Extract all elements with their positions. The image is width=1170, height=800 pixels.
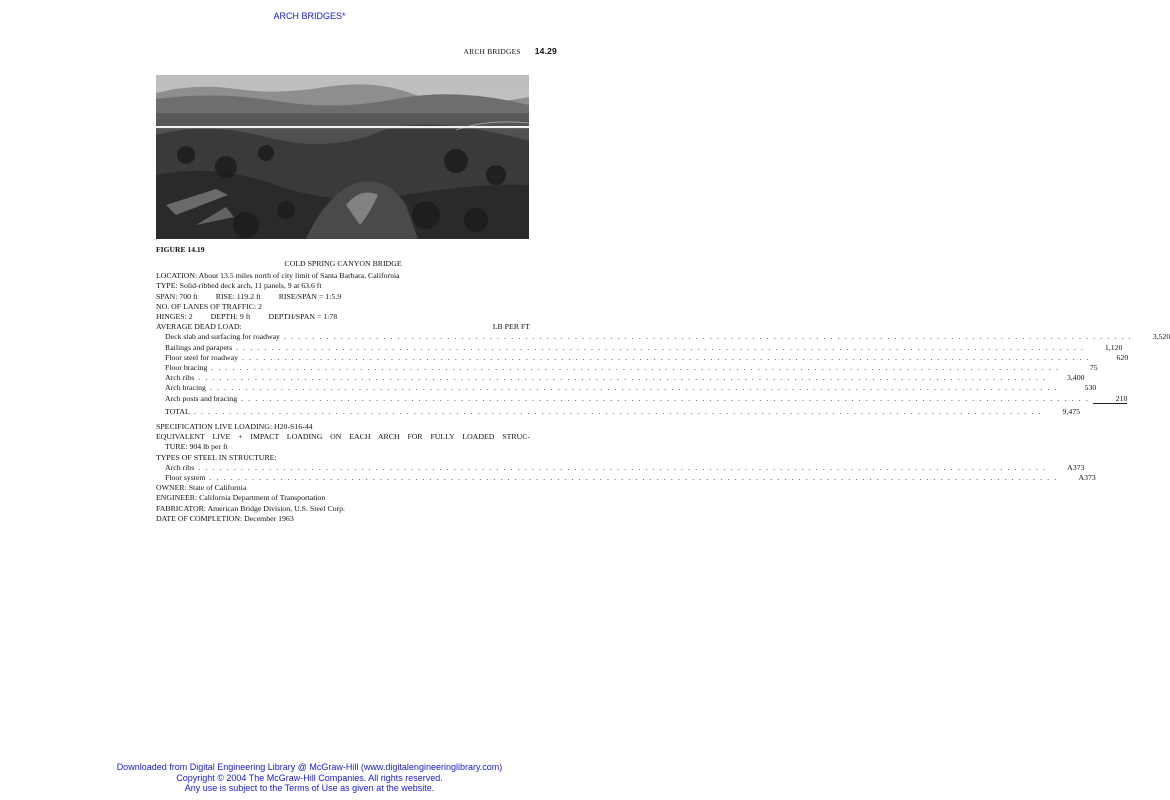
bridge-photo <box>156 75 529 239</box>
span-line <box>156 292 530 302</box>
leader-dots: . . . . . . . . . . . . . . . . . . . . . . . . . . . . . . . . . . . . . . . . . . . . . . . . . . . . . . . . . . . . . . . . . . . . . . . . . . . . . . . . . . . . . . . . . . . . . . . . . . . . . . . . . . . . . . . . . . . . . . . . <box>236 342 1085 352</box>
figure-label: FIGURE 14.19 <box>156 245 205 254</box>
depth-value: DEPTH: 9 ft <box>210 312 251 322</box>
running-head <box>464 46 557 56</box>
footer-terms[interactable]: Any use is subject to the Terms of Use as given at the website. <box>184 783 435 793</box>
row-value: 620 <box>1116 352 1129 362</box>
owner-line: OWNER: State of California <box>156 483 247 493</box>
depth-span-ratio: DEPTH/SPAN = 1:78 <box>268 312 338 322</box>
row-value: 1,120 <box>1104 342 1123 352</box>
spec-live-loading: SPECIFICATION LIVE LOADING: H20-S16-44 <box>156 422 313 432</box>
row-label: Arch ribs <box>165 373 195 383</box>
row-label: Arch bracing <box>165 383 206 393</box>
dead-load-heading: AVERAGE DEAD LOAD: <box>156 322 242 332</box>
row-label: Arch ribs <box>165 462 195 472</box>
row-value: A373 <box>1078 473 1096 483</box>
bridge-name: COLD SPRING CANYON BRIDGE <box>284 259 402 268</box>
fabricator-line: FABRICATOR: American Bridge Division, U.S. Steel Corp. <box>156 503 346 513</box>
running-head-title: ARCH BRIDGES <box>463 47 521 56</box>
leader-dots: . . . . . . . . . . . . . . . . . . . . . . . . . . . . . . . . . . . . . . . . . . . . . . . . . . . . . . . . . . . . . . . . . . . . . . . . . . . . . . . . . . . . . . . . . . . . . . . . . . . . . . . . . . . . . . . . . . . . . . . . <box>193 406 1043 416</box>
completion-line: DATE OF COMPLETION: December 1963 <box>156 513 294 523</box>
row-label: Floor bracing <box>165 363 208 373</box>
lanes-line: NO. OF LANES OF TRAFFIC: 2 <box>156 301 263 311</box>
engineer-line: ENGINEER: California Department of Transportation <box>156 493 326 503</box>
footer-copyright: Copyright © 2004 The McGraw-Hill Companies. All rights reserved. <box>176 772 443 783</box>
equivalent-loading-line1: EQUIVALENT LIVE + IMPACT LOADING ON EACH ARCH FOR FULLY LOADED STRUC- <box>156 432 530 442</box>
table-row <box>156 462 1085 473</box>
hinges-value: HINGES: 2 <box>156 312 193 322</box>
bridge-specification <box>156 259 1170 524</box>
hinges-line <box>156 312 530 322</box>
dead-load-table <box>156 332 1170 403</box>
table-row <box>156 473 1096 483</box>
row-value: 3,400 <box>1066 373 1085 383</box>
dead-load-total-row <box>156 406 1081 417</box>
leader-dots: . . . . . . . . . . . . . . . . . . . . . . . . . . . . . . . . . . . . . . . . . . . . . . . . . . . . . . . . . . . . . . . . . . . . . . . . . . . . . . . . . . . . . . . . . . . . . . . . . . . . . . . . . . . . . . . . . . . . . . . . <box>241 393 1090 403</box>
leader-dots: . . . . . . . . . . . . . . . . . . . . . . . . . . . . . . . . . . . . . . . . . . . . . . . . . . . . . . . . . . . . . . . . . . . . . . . . . . . . . . . . . . . . . . . . . . . . . . . . . . . . . . . . . . . . . . . . . . . . . . . . <box>198 462 1047 472</box>
leader-dots: . . . . . . . . . . . . . . . . . . . . . . . . . . . . . . . . . . . . . . . . . . . . . . . . . . . . . . . . . . . . . . . . . . . . . . . . . . . . . . . . . . . . . . . . . . . . . . . . . . . . . . . . . . . . . . . . . . . . . . . . <box>198 373 1047 383</box>
rise-span-ratio: RISE/SPAN = 1:5.9 <box>278 291 342 301</box>
table-row <box>156 363 1098 373</box>
row-value: 210 <box>1093 394 1127 404</box>
table-row <box>156 342 1123 353</box>
leader-dots: . . . . . . . . . . . . . . . . . . . . . . . . . . . . . . . . . . . . . . . . . . . . . . . . . . . . . . . . . . . . . . . . . . . . . . . . . . . . . . . . . . . . . . . . . . . . . . . . . . . . . . . . . . . . . . . . . . . . . . . . <box>211 363 1060 373</box>
table-row <box>156 332 1170 342</box>
download-footer <box>0 762 619 794</box>
row-label: Arch posts and bracing <box>165 393 238 403</box>
chapter-link[interactable]: ARCH BRIDGES* <box>273 11 346 21</box>
equivalent-loading-line2: TURE: 904 lb per ft <box>165 442 228 452</box>
dead-load-header <box>156 322 530 332</box>
row-value: A373 <box>1067 462 1085 472</box>
row-label: Floor steel for roadway <box>165 352 238 362</box>
table-row <box>156 373 1085 383</box>
type-line: TYPE: Solid-ribbed deck arch, 11 panels, 9 at 63.6 ft <box>156 281 322 291</box>
dead-load-total-label: TOTAL <box>165 406 190 416</box>
dead-load-total-value: 9,475 <box>1062 406 1081 416</box>
rise-value: RISE: 119.2 ft <box>215 291 261 301</box>
row-label: Floor system <box>165 473 206 483</box>
span-value: SPAN: 700 ft <box>156 291 198 301</box>
row-label: Railings and parapets <box>165 342 233 352</box>
footer-download-link[interactable]: Downloaded from Digital Engineering Library @ McGraw-Hill (www.digitalengineeringlibrary.com) <box>116 762 503 772</box>
table-row <box>156 383 1097 393</box>
row-value: 75 <box>1089 363 1098 373</box>
row-label: Deck slab and surfacing for roadway <box>165 332 280 342</box>
location-line: LOCATION: About 13.5 miles north of city limit of Santa Barbara, California <box>156 271 400 281</box>
page-number: 14.29 <box>534 46 557 56</box>
table-row <box>156 352 1129 363</box>
leader-dots: . . . . . . . . . . . . . . . . . . . . . . . . . . . . . . . . . . . . . . . . . . . . . . . . . . . . . . . . . . . . . . . . . . . . . . . . . . . . . . . . . . . . . . . . . . . . . . . . . . . . . . . . . . . . . . . . . . . . . . . . <box>283 332 1133 342</box>
leader-dots: . . . . . . . . . . . . . . . . . . . . . . . . . . . . . . . . . . . . . . . . . . . . . . . . . . . . . . . . . . . . . . . . . . . . . . . . . . . . . . . . . . . . . . . . . . . . . . . . . . . . . . . . . . . . . . . . . . . . . . . . <box>209 383 1059 393</box>
table-row <box>156 393 1128 404</box>
row-value: 3,520 <box>1152 332 1170 342</box>
leader-dots: . . . . . . . . . . . . . . . . . . . . . . . . . . . . . . . . . . . . . . . . . . . . . . . . . . . . . . . . . . . . . . . . . . . . . . . . . . . . . . . . . . . . . . . . . . . . . . . . . . . . . . . . . . . . . . . . . . . . . . . . <box>241 352 1091 362</box>
steel-heading: TYPES OF STEEL IN STRUCTURE: <box>156 452 277 462</box>
dead-load-unit: LB PER FT <box>492 322 530 332</box>
bridge-photo-image <box>156 75 529 239</box>
leader-dots: . . . . . . . . . . . . . . . . . . . . . . . . . . . . . . . . . . . . . . . . . . . . . . . . . . . . . . . . . . . . . . . . . . . . . . . . . . . . . . . . . . . . . . . . . . . . . . . . . . . . . . . . . . . . . . . . . . . . . . . . <box>209 473 1058 483</box>
row-value: 530 <box>1084 383 1097 393</box>
steel-table <box>156 462 1096 483</box>
